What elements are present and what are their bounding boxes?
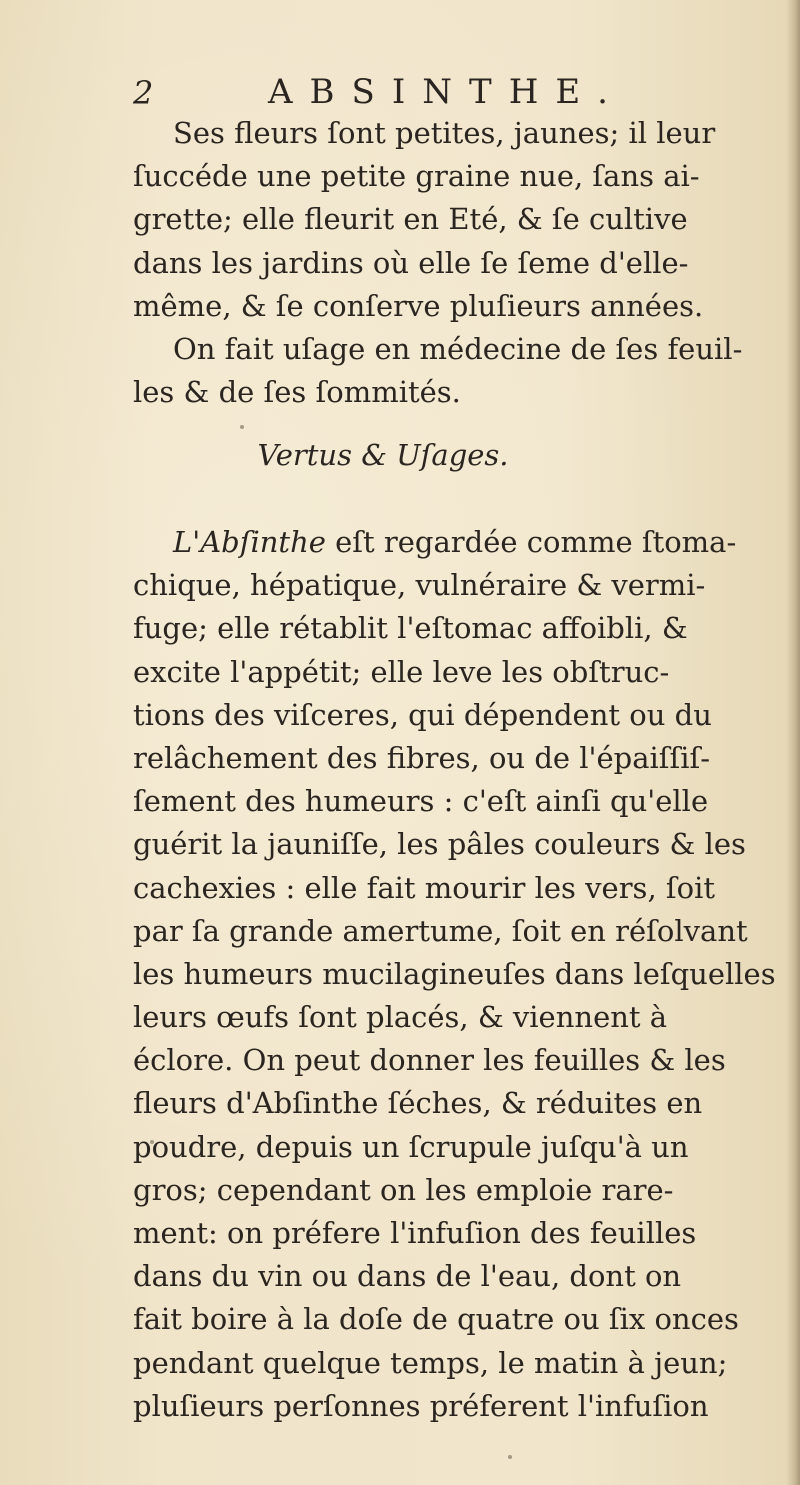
text-line: dans du vin ou dans de l'eau, dont on: [133, 1259, 682, 1294]
text-line: excite l'appétit; elle leve les obſtruc-: [133, 654, 670, 689]
text-line: fait boire à la doſe de quatre ou ſix onces: [133, 1302, 739, 1337]
text-line: gros; cependant on les emploie rare-: [133, 1172, 674, 1207]
text-line: tions des viſceres, qui dépendent ou du: [133, 697, 712, 732]
text-line: On fait uſage en médecine de ſes feuil-: [173, 331, 743, 366]
text-line: grette; elle fleurit en Eté, & ſe cultive: [133, 202, 688, 237]
text-line: dans les jardins où elle ſe ſeme d'elle-: [133, 245, 689, 280]
text-line: ſement des humeurs : c'eſt ainſi qu'elle: [133, 784, 709, 819]
text-line: pendant quelque temps, le matin à jeun;: [133, 1345, 728, 1380]
running-title: ABSINTHE.: [268, 72, 625, 112]
text-line: éclore. On peut donner les feuilles & les: [133, 1043, 726, 1078]
text-line: par ſa grande amertume, ſoit en réſolvant: [133, 913, 748, 948]
text-line: guérit la jauniſſe, les pâles couleurs & les: [133, 827, 746, 862]
text-line: leurs œufs ſont placés, & viennent à: [133, 1000, 668, 1035]
paper-speck: [150, 1140, 154, 1144]
text-line: Ses fleurs ſont petites, jaunes; il leur: [173, 116, 716, 150]
text-line: pluſieurs perſonnes préferent l'infuſion: [133, 1388, 709, 1423]
text-line: fuge; elle rétablit l'eſtomac affoibli, &: [133, 611, 688, 646]
text-line: ſuccéde une petite graine nue, ſans ai-: [133, 159, 700, 194]
section-heading: Vertus & Uſages.: [257, 438, 509, 472]
text-line: ment: on préfere l'infuſion des feuilles: [133, 1216, 697, 1250]
text-line: relâchement des fibres, ou de l'épaiſſiſ-: [133, 740, 711, 775]
text-run: eſt regardée comme ſtoma-: [325, 525, 737, 559]
text-line: poudre, depuis un ſcrupule juſqu'à un: [133, 1129, 689, 1164]
text-line: [133, 521, 793, 564]
text-line: cachexies : elle fait mourir les vers, ſoit: [133, 870, 715, 905]
paragraph-description: [133, 112, 793, 414]
text-line: fleurs d'Abſinthe ſéches, & réduites en: [133, 1086, 703, 1121]
paper-speck: [240, 425, 244, 429]
page-number: 2: [133, 74, 154, 112]
text-line: chique, hépatique, vulnéraire & vermi-: [133, 568, 706, 603]
text-line: les & de ſes ſommités.: [133, 375, 461, 410]
text-line: même, & ſe conſerve pluſieurs années.: [133, 288, 704, 323]
paragraph-virtues: [133, 521, 793, 1428]
text-line: les humeurs mucilagineuſes dans leſquelles: [133, 956, 776, 991]
paper-speck: [508, 1455, 512, 1459]
italic-term: L'Abſinthe: [173, 525, 326, 559]
